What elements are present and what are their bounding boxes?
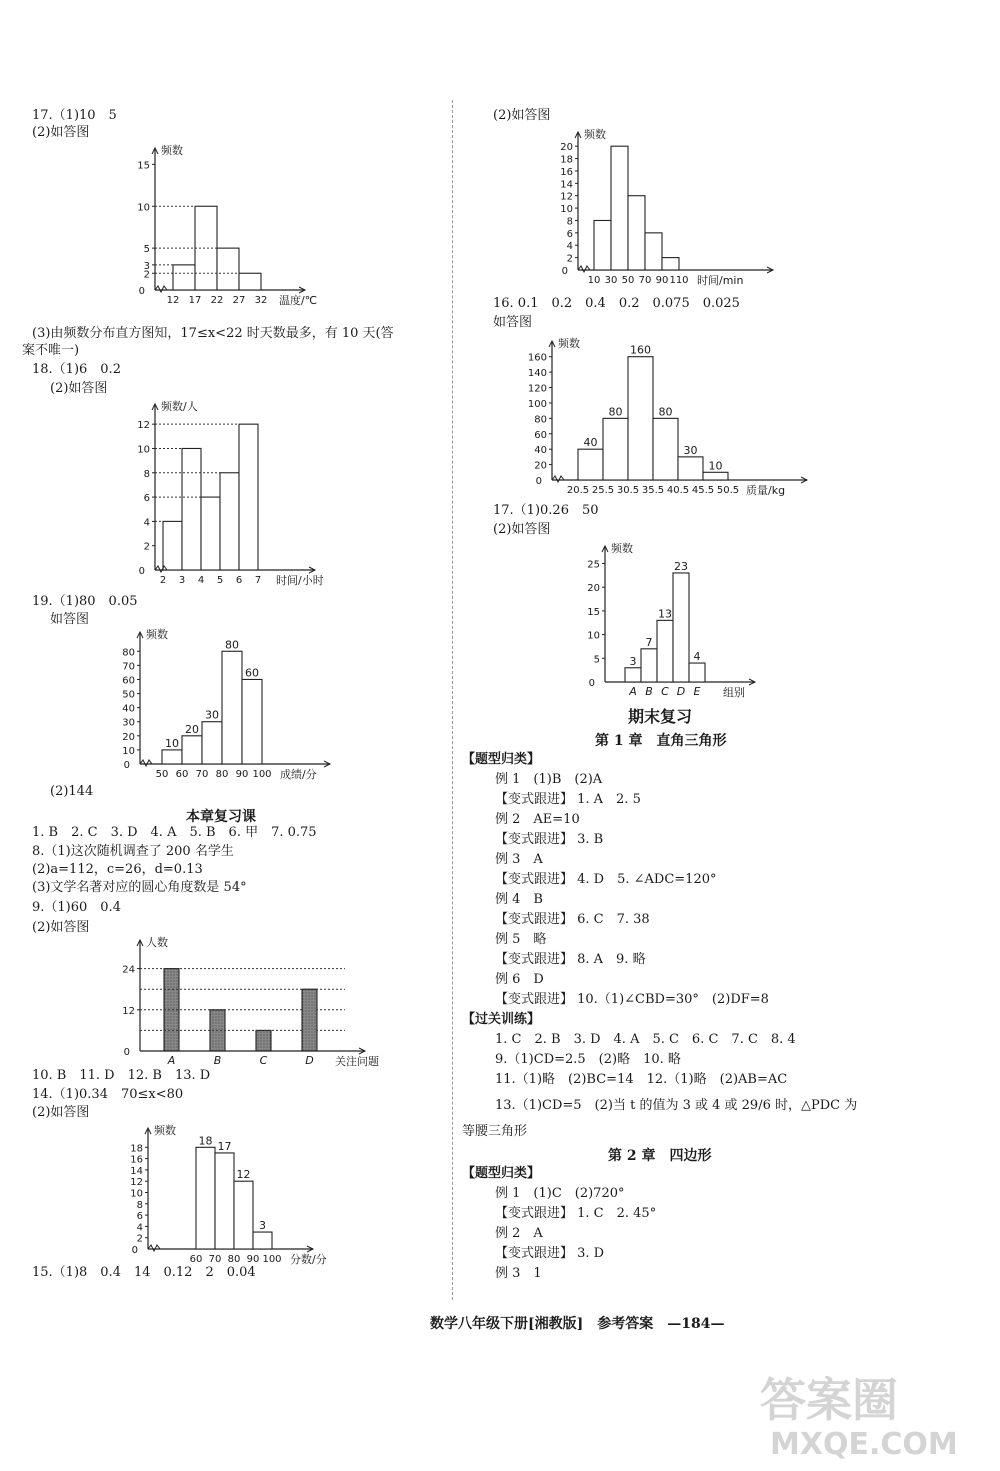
review-line-6: (2)如答图 bbox=[32, 920, 90, 935]
histogram-bar bbox=[594, 220, 611, 270]
y-tick-label: 80 bbox=[534, 414, 547, 426]
histogram-bar bbox=[625, 668, 641, 682]
axis-break-icon bbox=[578, 266, 590, 272]
histogram-bar bbox=[662, 258, 679, 270]
y-tick-label: 6 bbox=[566, 228, 573, 240]
category-label: A bbox=[167, 1054, 176, 1067]
origin-label: 0 bbox=[123, 1047, 130, 1058]
data-label: 60 bbox=[245, 666, 259, 680]
x-tick-label: 30.5 bbox=[616, 485, 640, 496]
ch1-line-7: 【变式跟进】 4. D 5. ∠ADC=120° bbox=[495, 872, 717, 887]
y-tick-label: 3 bbox=[143, 260, 150, 272]
y-axis-label: 频数 bbox=[154, 1124, 176, 1137]
origin-label: 0 bbox=[138, 566, 145, 577]
watermark-logo bbox=[750, 1366, 990, 1461]
x-tick-label: 40.5 bbox=[666, 485, 690, 496]
review-line-4: (3)文学名著对应的圆心角度数是 54° bbox=[32, 880, 247, 895]
x-tick-label: 30 bbox=[604, 275, 618, 286]
y-axis-label: 频数 bbox=[584, 128, 606, 141]
histogram-bar bbox=[645, 233, 662, 270]
x-tick-label: 32 bbox=[254, 295, 268, 306]
x-tick-label: 35.5 bbox=[641, 485, 665, 496]
histogram-bar bbox=[222, 651, 242, 764]
histogram-bar bbox=[173, 265, 195, 290]
y-tick-label: 120 bbox=[527, 383, 547, 395]
ch2-line-2: 例 1 (1)C (2)720° bbox=[495, 1186, 625, 1201]
x-tick-label: 27 bbox=[232, 295, 246, 306]
axis-break-icon bbox=[155, 286, 167, 292]
ch2-line-4: 例 2 A bbox=[495, 1226, 543, 1241]
category-label: C bbox=[259, 1054, 268, 1067]
histogram-bar bbox=[678, 457, 703, 480]
data-label: 13 bbox=[658, 607, 672, 621]
y-tick-label: 5 bbox=[143, 244, 150, 256]
x-axis-label: 时间/小时 bbox=[276, 574, 324, 587]
q18-answer-1: 18.（1)6 0.2 bbox=[32, 362, 121, 377]
histogram-temperature bbox=[130, 142, 330, 317]
x-axis-label: 关注问题 bbox=[335, 1055, 379, 1068]
y-tick-label: 8 bbox=[566, 216, 573, 228]
ch1-line-9: 【变式跟进】 6. C 7. 38 bbox=[495, 912, 650, 927]
histogram-score-points bbox=[118, 1122, 338, 1272]
bar-chart-concern-topics bbox=[110, 936, 379, 1068]
y-tick-label: 2 bbox=[143, 269, 150, 281]
data-label: 80 bbox=[608, 405, 623, 419]
ch1-line-11: 【变式跟进】 8. A 9. 略 bbox=[495, 952, 646, 967]
y-axis-label: 频数 bbox=[611, 542, 633, 555]
y-tick-label: 18 bbox=[130, 1143, 143, 1155]
histogram-bar bbox=[253, 1232, 272, 1249]
x-tick-label: 50 bbox=[155, 769, 169, 780]
y-tick-label: 160 bbox=[527, 352, 547, 364]
histogram-bar bbox=[653, 418, 678, 480]
review-section-title: 本章复习课 bbox=[186, 809, 256, 825]
histogram-bar bbox=[302, 989, 317, 1051]
x-tick-label: 80 bbox=[215, 769, 229, 780]
y-tick-label: 40 bbox=[534, 445, 547, 457]
y-tick-label: 50 bbox=[122, 689, 135, 701]
data-label: 80 bbox=[225, 638, 239, 652]
x-axis-label: 组别 bbox=[723, 686, 745, 699]
histogram-scores bbox=[112, 626, 342, 781]
ch1-line-2: 例 1 (1)B (2)A bbox=[495, 772, 603, 787]
ch2-line-3: 【变式跟进】 1. C 2. 45° bbox=[495, 1206, 657, 1221]
q14-answer-2: (2)如答图 bbox=[32, 1105, 90, 1120]
x-tick-label: 22 bbox=[210, 295, 224, 306]
ch1-line-15: 1. C 2. B 3. D 4. A 5. C 6. C 7. C 8. 4 bbox=[495, 1032, 796, 1047]
x-axis-label: 成绩/分 bbox=[280, 768, 317, 781]
histogram-bar bbox=[242, 679, 262, 764]
y-tick-label: 12 bbox=[560, 191, 573, 203]
histogram-bar bbox=[162, 750, 182, 764]
q17r-answer-1: 17.（1)0.26 50 bbox=[493, 503, 599, 518]
histogram-bar bbox=[195, 206, 217, 290]
watermark-url: MXQE.COM bbox=[770, 1427, 958, 1462]
y-tick-label: 12 bbox=[130, 1177, 143, 1189]
histogram-bar bbox=[215, 1153, 234, 1249]
x-tick-label: 3 bbox=[178, 575, 186, 586]
y-tick-label: 20 bbox=[122, 731, 135, 743]
histogram-bar bbox=[578, 449, 603, 480]
ch1-line-17: 11.（1)略 (2)BC=14 12.（1)略 (2)AB=AC bbox=[495, 1072, 788, 1087]
answers-10-13: 10. B 11. D 12. B 13. D bbox=[32, 1068, 211, 1083]
histogram-bar bbox=[703, 472, 728, 480]
histogram-bar bbox=[689, 663, 705, 682]
x-tick-label: 70 bbox=[638, 275, 652, 286]
ch1-line-3: 【变式跟进】 1. A 2. 5 bbox=[495, 792, 641, 807]
y-axis-label: 频数 bbox=[161, 144, 183, 157]
q17-answer-3b: 案不唯一) bbox=[22, 343, 80, 358]
y-tick-label: 10 bbox=[587, 630, 600, 642]
y-tick-label: 2 bbox=[143, 541, 150, 553]
q17-answer-3a: (3)由频数分布直方图知，17≤x<22 时天数最多，有 10 天(答 bbox=[32, 326, 394, 341]
y-tick-label: 70 bbox=[122, 661, 135, 673]
chapter2-title: 第 2 章 四边形 bbox=[608, 1148, 712, 1164]
review-line-5: 9.（1)60 0.4 bbox=[32, 900, 121, 915]
q17-answer-1: 17.（1)10 5 bbox=[32, 108, 117, 123]
y-axis-label: 人数 bbox=[146, 936, 168, 949]
y-tick-label: 18 bbox=[560, 154, 573, 166]
y-tick-label: 15 bbox=[587, 606, 600, 618]
ch1-line-18: 13.（1)CD=5 (2)当 t 的值为 3 或 4 或 29/6 时，△PDC 为 bbox=[495, 1098, 858, 1113]
y-tick-label: 80 bbox=[122, 647, 135, 659]
ch1-line-16: 9.（1)CD=2.5 (2)略 10. 略 bbox=[495, 1052, 681, 1067]
histogram-bar bbox=[201, 497, 220, 570]
q18-answer-2: (2)如答图 bbox=[50, 381, 108, 396]
x-tick-label: 10 bbox=[587, 275, 601, 286]
origin-label: 0 bbox=[138, 286, 145, 297]
histogram-bar bbox=[628, 357, 653, 480]
x-tick-label: 100 bbox=[262, 1254, 282, 1265]
x-tick-label: 4 bbox=[197, 575, 205, 586]
y-tick-label: 25 bbox=[587, 559, 600, 571]
origin-label: 0 bbox=[588, 678, 595, 689]
y-tick-label: 4 bbox=[136, 1222, 143, 1234]
y-tick-label: 16 bbox=[130, 1154, 143, 1166]
ch1-line-19: 等腰三角形 bbox=[462, 1124, 528, 1139]
y-tick-label: 100 bbox=[527, 398, 547, 410]
watermark-text: 答案圈 bbox=[760, 1373, 898, 1427]
data-label: 30 bbox=[683, 443, 698, 457]
y-tick-label: 20 bbox=[534, 460, 547, 472]
y-tick-label: 5 bbox=[593, 654, 600, 666]
final-review-title: 期末复习 bbox=[628, 707, 693, 726]
data-label: 23 bbox=[674, 559, 688, 573]
x-tick-label: 6 bbox=[235, 575, 243, 586]
y-tick-label: 60 bbox=[534, 429, 547, 441]
histogram-bar bbox=[196, 1147, 215, 1249]
y-tick-label: 10 bbox=[130, 1188, 143, 1200]
x-tick-label: 25.5 bbox=[591, 485, 615, 496]
y-tick-label: 20 bbox=[587, 583, 600, 595]
y-tick-label: 12 bbox=[137, 420, 150, 432]
histogram-bar bbox=[182, 448, 201, 570]
x-tick-label: 70 bbox=[195, 769, 209, 780]
y-tick-label: 8 bbox=[136, 1199, 143, 1211]
ch1-line-5: 【变式跟进】 3. B bbox=[495, 832, 604, 847]
x-tick-label: 90 bbox=[655, 275, 669, 286]
ch2-line-6: 例 3 1 bbox=[495, 1266, 542, 1281]
data-label: 17 bbox=[217, 1139, 232, 1153]
y-tick-label: 24 bbox=[122, 964, 135, 976]
y-tick-label: 2 bbox=[566, 253, 573, 265]
axis-break-icon bbox=[552, 476, 564, 482]
x-axis-label: 时间/min bbox=[697, 274, 744, 287]
ch1-line-1: 【题型归类】 bbox=[462, 752, 541, 767]
category-label: A bbox=[629, 685, 637, 698]
x-axis-label: 分数/分 bbox=[290, 1253, 327, 1266]
histogram-mass bbox=[520, 335, 820, 500]
y-tick-label: 12 bbox=[122, 1005, 135, 1017]
x-tick-label: 70 bbox=[208, 1254, 222, 1265]
chapter1-title: 第 1 章 直角三角形 bbox=[595, 733, 727, 749]
data-label: 20 bbox=[185, 722, 199, 736]
x-tick-label: 90 bbox=[235, 769, 249, 780]
ch1-line-6: 例 3 A bbox=[495, 852, 543, 867]
origin-label: 0 bbox=[123, 760, 130, 771]
x-tick-label: 12 bbox=[166, 295, 180, 306]
column-divider bbox=[452, 100, 453, 1300]
y-tick-label: 15 bbox=[137, 160, 150, 172]
y-tick-label: 20 bbox=[560, 142, 573, 154]
category-label: D bbox=[305, 1054, 314, 1067]
origin-label: 0 bbox=[561, 266, 568, 277]
x-axis-label: 温度/℃ bbox=[279, 294, 318, 307]
q17r-answer-2: (2)如答图 bbox=[493, 522, 551, 537]
data-label: 18 bbox=[198, 1134, 213, 1148]
q15-answer: 15.（1)8 0.4 14 0.12 2 0.04 bbox=[32, 1265, 256, 1280]
y-tick-label: 140 bbox=[527, 368, 547, 380]
x-tick-label: 60 bbox=[175, 769, 189, 780]
histogram-bar bbox=[217, 248, 239, 290]
y-axis-label: 频数 bbox=[146, 628, 168, 641]
page-footer: 数学八年级下册[湘教版] 参考答案 —184— bbox=[430, 1316, 725, 1332]
data-label: 30 bbox=[205, 708, 219, 722]
q16-answer-2: 如答图 bbox=[493, 315, 533, 330]
ch1-line-4: 例 2 AE=10 bbox=[495, 812, 580, 827]
bar-chart-groups bbox=[575, 540, 765, 700]
data-label: 7 bbox=[645, 635, 653, 649]
histogram-bar bbox=[202, 722, 222, 764]
category-label: D bbox=[676, 685, 686, 698]
histogram-bar bbox=[673, 573, 689, 682]
y-tick-label: 14 bbox=[130, 1165, 143, 1177]
category-label: B bbox=[645, 685, 653, 698]
category-label: C bbox=[661, 685, 669, 698]
data-label: 40 bbox=[583, 436, 598, 450]
review-line-3: (2)a=112，c=26，d=0.13 bbox=[32, 862, 203, 877]
origin-label: 0 bbox=[131, 1245, 138, 1256]
y-tick-label: 10 bbox=[137, 444, 150, 456]
x-tick-label: 60 bbox=[189, 1254, 203, 1265]
y-tick-label: 16 bbox=[560, 166, 573, 178]
x-tick-label: 45.5 bbox=[691, 485, 715, 496]
histogram-bar bbox=[657, 620, 673, 682]
y-tick-label: 30 bbox=[122, 717, 135, 729]
histogram-bar bbox=[641, 649, 657, 682]
x-tick-label: 2 bbox=[159, 575, 167, 586]
x-tick-label: 50.5 bbox=[716, 485, 740, 496]
histogram-bar bbox=[603, 418, 628, 480]
data-label: 10 bbox=[708, 459, 723, 473]
histogram-bar bbox=[234, 1181, 253, 1249]
y-tick-label: 4 bbox=[566, 241, 573, 253]
y-axis-label: 频数 bbox=[558, 337, 580, 350]
q19-answer-2: 如答图 bbox=[50, 612, 90, 627]
ch1-line-14: 【过关训练】 bbox=[462, 1012, 541, 1027]
y-tick-label: 14 bbox=[560, 179, 573, 191]
y-tick-label: 10 bbox=[137, 202, 150, 214]
x-tick-label: 7 bbox=[254, 575, 262, 586]
y-tick-label: 2 bbox=[136, 1233, 143, 1245]
review-line-2: 8.（1)这次随机调查了 200 名学生 bbox=[32, 844, 234, 859]
q19-answer-1: 19.（1)80 0.05 bbox=[32, 594, 138, 609]
ch1-line-8: 例 4 B bbox=[495, 892, 543, 907]
x-tick-label: 50 bbox=[621, 275, 635, 286]
y-tick-label: 6 bbox=[136, 1211, 143, 1223]
y-tick-label: 10 bbox=[560, 204, 573, 216]
origin-label: 0 bbox=[535, 476, 542, 487]
data-label: 160 bbox=[630, 343, 651, 357]
histogram-bar bbox=[182, 736, 202, 764]
ch2-line-5: 【变式跟进】 3. D bbox=[495, 1246, 605, 1261]
histogram-time-hours bbox=[130, 398, 330, 593]
y-tick-label: 6 bbox=[143, 493, 150, 505]
data-label: 3 bbox=[259, 1219, 266, 1233]
ch1-line-10: 例 5 略 bbox=[495, 932, 547, 947]
category-label: E bbox=[693, 685, 701, 698]
y-tick-label: 4 bbox=[143, 517, 150, 529]
ch1-line-12: 例 6 D bbox=[495, 972, 544, 987]
y-axis-label: 频数/人 bbox=[161, 400, 198, 413]
x-tick-label: 5 bbox=[216, 575, 224, 586]
x-axis-label: 质量/kg bbox=[746, 484, 786, 497]
ch1-line-13: 【变式跟进】 10.（1)∠CBD=30° (2)DF=8 bbox=[495, 992, 769, 1007]
data-label: 4 bbox=[693, 650, 701, 664]
histogram-bar bbox=[163, 521, 182, 570]
x-tick-label: 110 bbox=[669, 275, 689, 286]
histogram-time-minutes bbox=[550, 122, 780, 292]
category-label: B bbox=[213, 1054, 222, 1067]
data-label: 80 bbox=[658, 405, 673, 419]
data-label: 12 bbox=[236, 1168, 251, 1182]
q17-answer-2: (2)如答图 bbox=[32, 125, 90, 140]
y-tick-label: 60 bbox=[122, 675, 135, 687]
y-tick-label: 10 bbox=[122, 745, 135, 757]
q16-answer-1: 16. 0.1 0.2 0.4 0.2 0.075 0.025 bbox=[493, 296, 740, 311]
histogram-bar bbox=[611, 146, 628, 270]
x-tick-label: 90 bbox=[246, 1254, 260, 1265]
histogram-bar bbox=[239, 273, 261, 290]
y-tick-label: 40 bbox=[122, 703, 135, 715]
histogram-bar bbox=[628, 196, 645, 270]
ch2-line-1: 【题型归类】 bbox=[462, 1166, 541, 1181]
histogram-bar bbox=[220, 473, 239, 570]
axis-break-icon bbox=[140, 760, 152, 766]
y-tick-label: 8 bbox=[143, 468, 150, 480]
data-label: 3 bbox=[629, 654, 637, 668]
review-line-1: 1. B 2. C 3. D 4. A 5. B 6. 甲 7. 0.75 bbox=[32, 825, 317, 840]
x-tick-label: 80 bbox=[227, 1254, 241, 1265]
q14-answer-1: 14.（1)0.34 70≤x<80 bbox=[32, 1087, 184, 1102]
axis-break-icon bbox=[148, 1245, 160, 1251]
x-tick-label: 100 bbox=[252, 769, 272, 780]
q19-answer-3: (2)144 bbox=[50, 784, 94, 799]
data-label: 10 bbox=[165, 736, 179, 750]
histogram-bar bbox=[239, 424, 258, 570]
x-tick-label: 17 bbox=[188, 295, 202, 306]
right-top-note: (2)如答图 bbox=[493, 108, 551, 123]
histogram-bar bbox=[256, 1030, 271, 1051]
x-tick-label: 20.5 bbox=[566, 485, 590, 496]
